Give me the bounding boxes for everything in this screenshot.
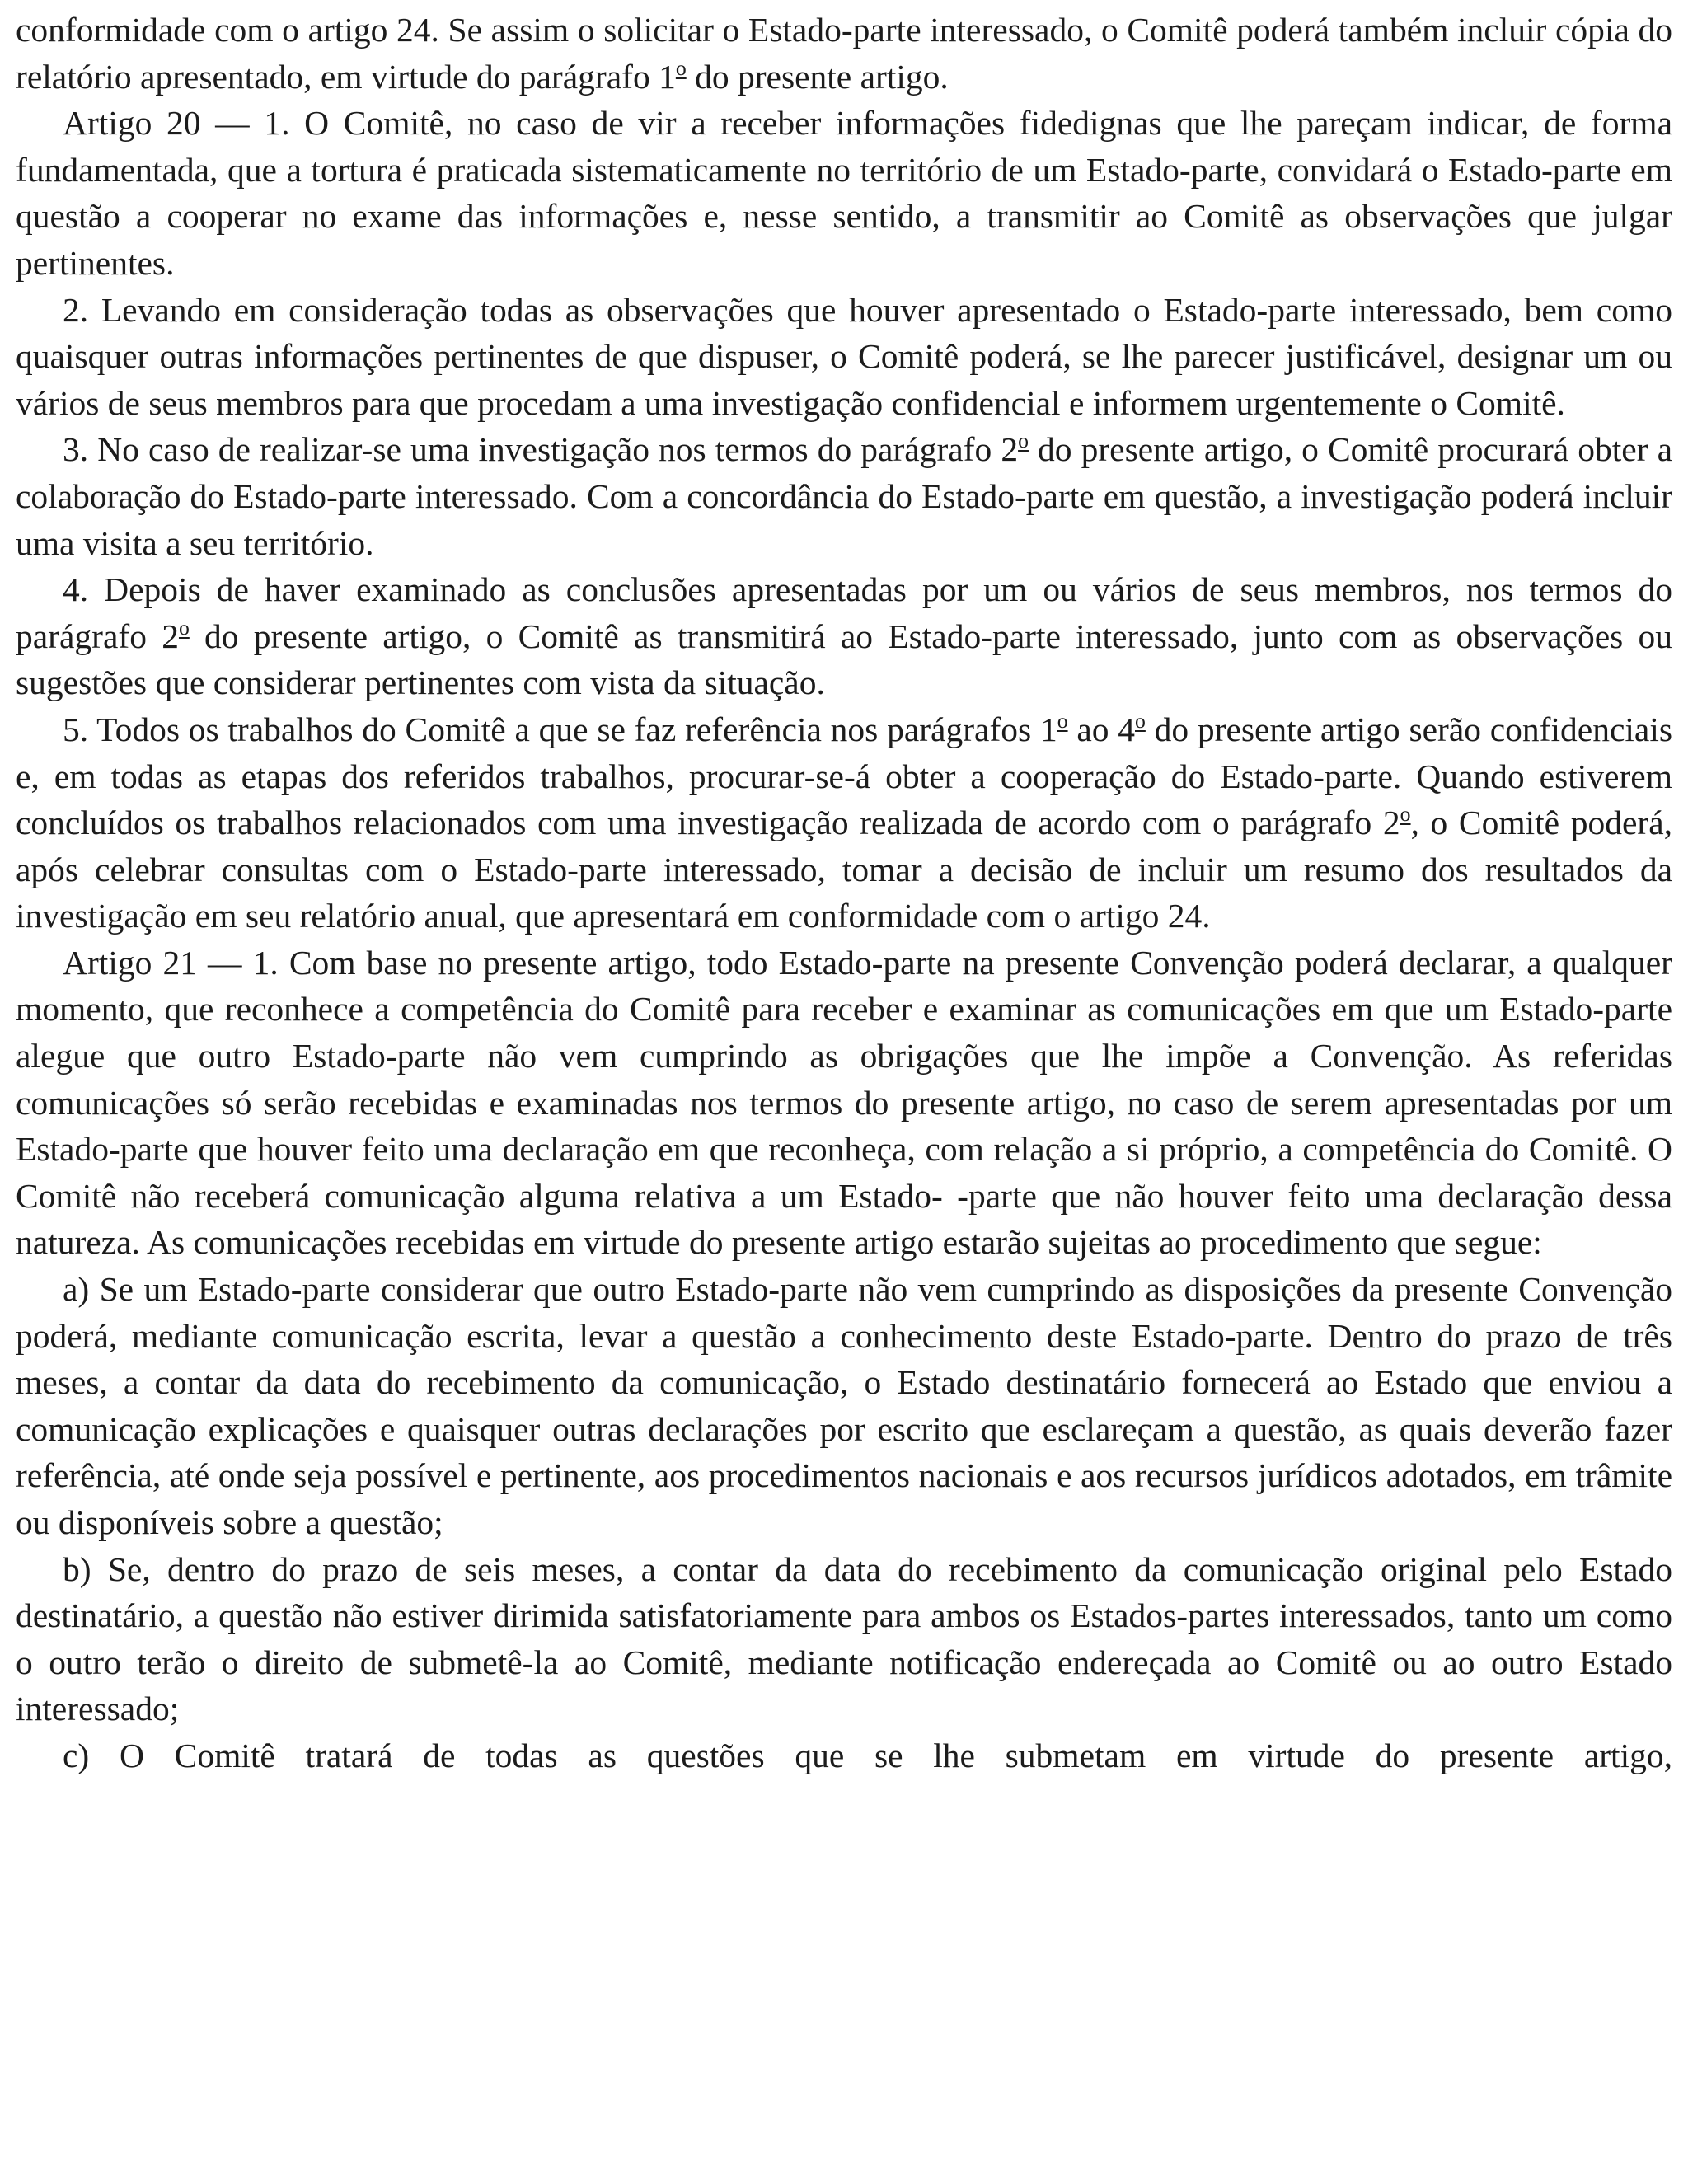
text-run: 5. Todos os trabalhos do Comitê a que se faz referência nos parágrafos 1 bbox=[63, 710, 1057, 748]
paragraph-artigo-20-item-5 bbox=[16, 706, 1672, 940]
ordinal-indicator: o bbox=[1057, 708, 1068, 733]
ordinal-indicator: o bbox=[1018, 429, 1029, 453]
text-run: c) O Comitê tratará de todas as questões que se lhe submetam em virtude do presente artigo, bbox=[63, 1736, 1672, 1774]
ordinal-indicator: o bbox=[1135, 708, 1146, 733]
paragraph-artigo-20-item-4 bbox=[16, 566, 1672, 706]
ordinal-indicator: o bbox=[178, 615, 190, 640]
paragraph-continuation bbox=[16, 7, 1672, 100]
paragraph-artigo-20-item-3 bbox=[16, 426, 1672, 566]
document-page bbox=[16, 7, 1672, 1779]
text-run: a) Se um Estado-parte considerar que outro Estado-parte não vem cumprindo as disposições da presente Convenção poderá, mediante comunicação escrita, levar a questão a conhecimento deste Estado-parte. Dentro do prazo de três meses, a contar da data do recebimento da comunicação, o Estado destinatário fornecerá ao Estado que enviou a comunicação explicações e quaisquer outras declarações por escrito que esclareçam a questão, as quais deverão fazer referência, até onde seja possível e pertinente, aos procedimentos nacionais e aos recursos jurídicos adotados, em trâmite ou disponíveis sobre a questão; bbox=[16, 1270, 1672, 1541]
text-run: do presente artigo serão confidenciais e, em todas as etapas dos referidos trabalhos, procurar-se-á obter a cooperação do Estado-parte. Quando estiverem concluídos os trabalhos relacionados com uma investigação realizada de acordo com o parágrafo 2 bbox=[16, 710, 1672, 842]
text-run: 2. Levando em consideração todas as observações que houver apresentado o Estado-parte interessado, bem como quaisquer outras informações pertinentes de que dispuser, o Comitê poderá, se lhe parecer justificável, designar um ou vários de seus membros para que procedam a uma investigação confidencial e informem urgentemente o Comitê. bbox=[16, 290, 1672, 422]
text-run: 4. Depois de haver examinado as conclusões apresentadas por um ou vários de seus membros, nos termos do parágrafo 2 bbox=[16, 570, 1672, 655]
paragraph-artigo-21-item-1 bbox=[16, 940, 1672, 1266]
text-run: Artigo 20 — 1. O Comitê, no caso de vir a receber informações fidedignas que lhe pareçam indicar, de forma fundamentada, que a tortura é praticada sistematicamente no território de um Estado-parte, convidará o Estado-parte em questão a cooperar no exame das informações e, nesse sentido, a transmitir ao Comitê as observações que julgar pertinentes. bbox=[16, 104, 1672, 282]
text-run: Artigo 21 — 1. Com base no presente artigo, todo Estado-parte na presente Convenção poderá declarar, a qualquer momento, que reconhece a competência do Comitê para receber e examinar as comunicações em que um Estado-parte alegue que outro Estado-parte não vem cumprindo as obrigações que lhe impõe a Convenção. As referidas comunicações só serão recebidas e examinadas nos termos do presente artigo, no caso de serem apresentadas por um Estado-parte que houver feito uma declaração em que reconheça, com relação a si próprio, a competência do Comitê. O Comitê não receberá comunicação alguma relativa a um Estado- -parte que não houver feito uma declaração dessa natureza. As comunicações recebidas em virtude do presente artigo estarão sujeitas ao procedimento que segue: bbox=[16, 943, 1672, 1262]
paragraph-artigo-21-item-a bbox=[16, 1266, 1672, 1546]
text-run: 3. No caso de realizar-se uma investigação nos termos do parágrafo 2 bbox=[63, 430, 1019, 469]
text-run: do presente artigo. bbox=[686, 57, 949, 96]
text-run: ao 4 bbox=[1067, 710, 1135, 748]
text-run: do presente artigo, o Comitê as transmitirá ao Estado-parte interessado, junto com as observações ou sugestões que considerar pertinentes com vista da situação. bbox=[16, 616, 1673, 702]
paragraph-artigo-20-item-2 bbox=[16, 287, 1672, 427]
ordinal-indicator: o bbox=[1400, 802, 1411, 827]
text-run: b) Se, dentro do prazo de seis meses, a contar da data do recebimento da comunicação original pelo Estado destinatário, a questão não estiver dirimida satisfatoriamente para ambos os Estados-partes interessados, tanto um como o outro terão o direito de submetê-la ao Comitê, mediante notificação endereçada ao Comitê ou ao outro Estado interessado; bbox=[16, 1549, 1672, 1728]
text-run: conformidade com o artigo 24. Se assim o solicitar o Estado-parte interessado, o Comitê poderá também incluir cópia do relatório apresentado, em virtude do parágrafo 1 bbox=[16, 11, 1672, 96]
text-run: , o Comitê poderá, após celebrar consultas com o Estado-parte interessado, tomar a decisão de incluir um resumo dos resultados da investigação em seu relatório anual, que apresentará em conformidade com o artigo 24. bbox=[16, 804, 1672, 935]
paragraph-artigo-20-item-1 bbox=[16, 100, 1672, 286]
paragraph-artigo-21-item-c bbox=[16, 1732, 1672, 1779]
text-run: do presente artigo, o Comitê procurará obter a colaboração do Estado-parte interessado. Com a concordância do Estado-parte em questão, a investigação poderá incluir uma visita a seu território. bbox=[16, 430, 1672, 562]
paragraph-artigo-21-item-b bbox=[16, 1546, 1672, 1732]
ordinal-indicator: o bbox=[675, 55, 687, 80]
